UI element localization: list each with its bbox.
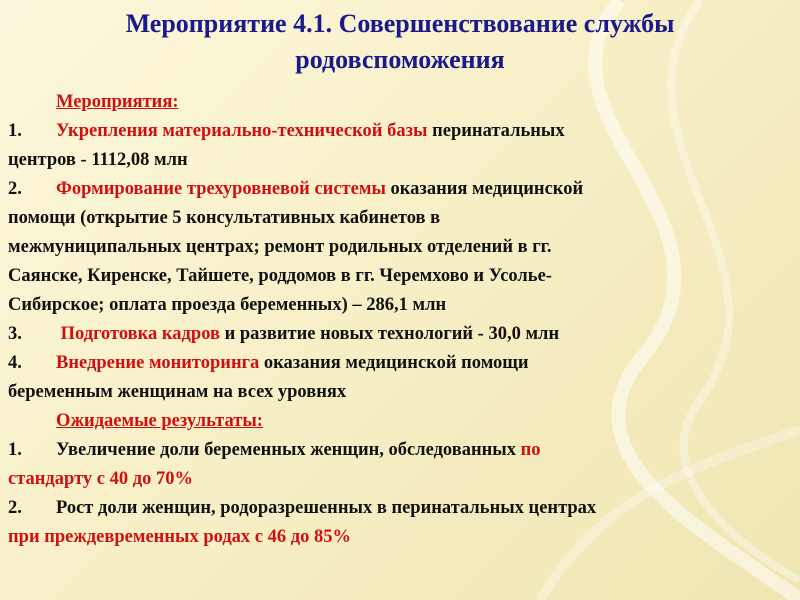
result-item-1 [8, 436, 788, 465]
result-item-1-highlight: по [520, 440, 541, 460]
slide-title [0, 6, 800, 78]
slide-content [8, 88, 788, 552]
result-item-2 [8, 494, 788, 523]
measure-item-2 [8, 175, 788, 204]
slide-title-line2: родовспоможения [295, 45, 505, 74]
measure-item-3-text: и развитие новых технологий - 30,0 млн [219, 324, 560, 344]
result-item-1-text: Увеличение доли беременных женщин, обследованных [56, 440, 521, 460]
result-item-2-number: 2. [8, 498, 22, 518]
slide-title-line1: Мероприятие 4.1. Совершенствование службы [125, 9, 675, 38]
measure-item-4 [8, 349, 788, 378]
measure-item-2-continuation: помощи (открытие 5 консультативных кабинетов в [8, 208, 441, 228]
measure-item-4-highlight: Внедрение мониторинга [56, 353, 260, 373]
measure-item-2-highlight: Формирование трехуровневой системы [56, 179, 386, 199]
measure-item-2-continuation: межмуниципальных центрах; ремонт родильных отделений в гг. [8, 237, 552, 257]
measures-heading: Мероприятия: [56, 92, 179, 112]
measure-item-2-continuation: Сибирское; оплата проезда беременных) – 286,1 млн [8, 295, 447, 315]
measure-item-2-number: 2. [8, 179, 22, 199]
result-item-1-number: 1. [8, 440, 22, 460]
measure-item-2-continuation: Саянске, Киренске, Тайшете, роддомов в гг. Черемхово и Усолье- [8, 266, 552, 286]
measure-item-1 [8, 117, 788, 146]
measure-item-4-continuation: беременным женщинам на всех уровнях [8, 382, 347, 402]
measure-item-1-number: 1. [8, 121, 22, 141]
result-item-1-continuation: стандарту с 40 до 70% [8, 469, 193, 489]
measure-item-1-highlight: Укрепления материально-технической базы [56, 121, 428, 141]
results-heading: Ожидаемые результаты: [56, 411, 263, 431]
result-item-2-continuation: при преждевременных родах с 46 до 85% [8, 527, 351, 547]
measure-item-3-number: 3. [8, 324, 22, 344]
measure-item-4-number: 4. [8, 353, 22, 373]
measure-item-3 [8, 320, 788, 349]
measure-item-1-continuation: центров - 1112,08 млн [8, 150, 188, 170]
measure-item-1-text: перинатальных [427, 121, 565, 141]
measure-item-2-text: оказания медицинской [385, 179, 584, 199]
measure-item-4-text: оказания медицинской помощи [259, 353, 529, 373]
measure-item-3-highlight: Подготовка кадров [56, 324, 220, 344]
result-item-2-text: Рост доли женщин, родоразрешенных в перинатальных центрах [56, 498, 597, 518]
